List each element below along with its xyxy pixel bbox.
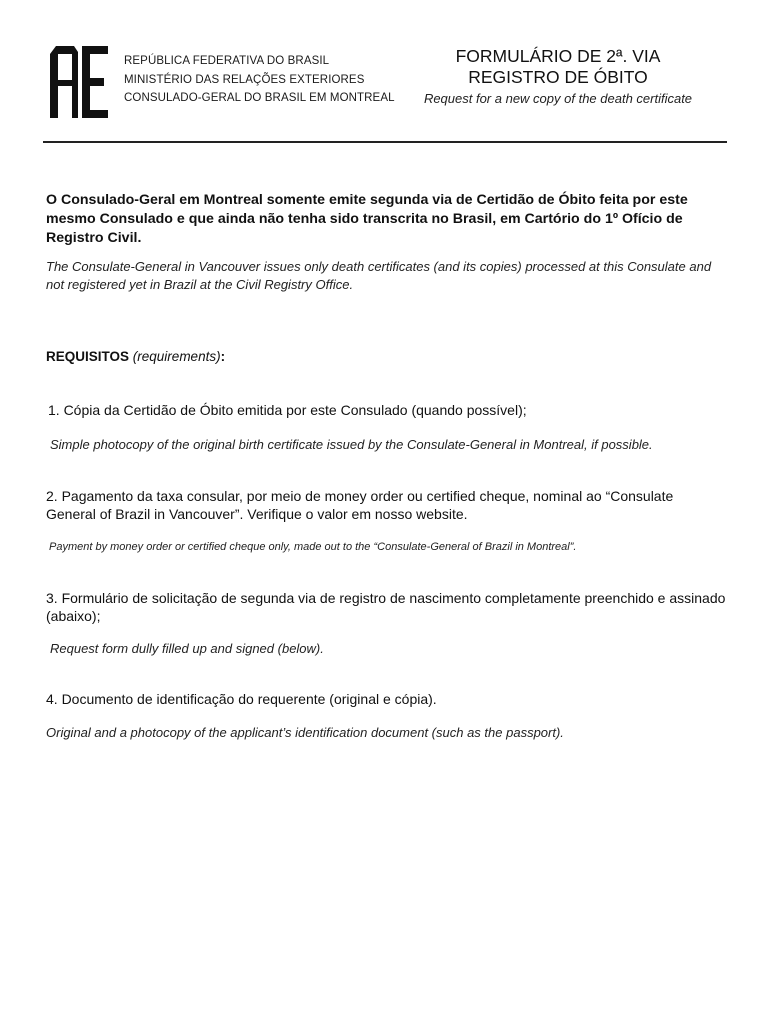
agency-line: REPÚBLICA FEDERATIVA DO BRASIL [124, 55, 330, 67]
agency-line: MINISTÉRIO DAS RELAÇÕES EXTERIORES [124, 73, 365, 86]
requirements-heading [46, 349, 726, 364]
issuing-agency [124, 52, 395, 108]
requirement-4-pt: 4. Documento de identificação do requerente (original e cópia). [46, 691, 437, 707]
requirement-3-pt: 3. Formulário de solicitação de segunda via de registro de nascimento completamente preenchido e assinado (abaixo); [46, 590, 726, 624]
agency-line: CONSULADO-GERAL DO BRASIL EM MONTREAL [124, 92, 395, 104]
requirements-heading-colon: : [220, 349, 226, 364]
requirement-4-en: Original and a photocopy of the applicant’s identification document (such as the passport). [46, 725, 564, 740]
requirement-2-pt: 2. Pagamento da taxa consular, por meio de money order ou certified cheque, nominal ao “Consulate General of Brazil in Vancouver”. Verifique o valor em nosso website. [46, 488, 674, 522]
requirement-3-en: Request form dully filled up and signed (below). [50, 641, 324, 656]
requirements-heading-en: (requirements) [132, 349, 221, 364]
intro-paragraph-en: The Consulate-General in Vancouver issues only death certificates (and its copies) processed at this Consulate and not registered yet in Brazil at the Civil Registry Office. [46, 259, 712, 292]
requirements-heading-pt: REQUISITOS [46, 349, 130, 364]
form-title-line2: REGISTRO DE ÓBITO [468, 67, 648, 87]
form-title [408, 46, 708, 106]
form-subtitle: Request for a new copy of the death certificate [423, 91, 693, 106]
ministry-logo [48, 46, 110, 118]
requirement-2-en: Payment by money order or certified cheque only, made out to the “Consulate-General of Brazil in Montreal”. [49, 541, 577, 553]
intro-paragraph-pt: O Consulado-Geral em Montreal somente emite segunda via de Certidão de Óbito feita por este mesmo Consulado e que ainda não tenha sido transcrita no Brasil, em Cartório do 1º Ofício de Registro Civil. [46, 192, 688, 246]
requirement-1-en: Simple photocopy of the original birth certificate issued by the Consulate-General in Montreal, if possible. [50, 437, 653, 452]
requirement-1-pt: 1. Cópia da Certidão de Óbito emitida por este Consulado (quando possível); [48, 402, 527, 418]
form-title-line1: FORMULÁRIO DE 2ª. VIA [455, 46, 661, 66]
header-divider [43, 141, 727, 143]
